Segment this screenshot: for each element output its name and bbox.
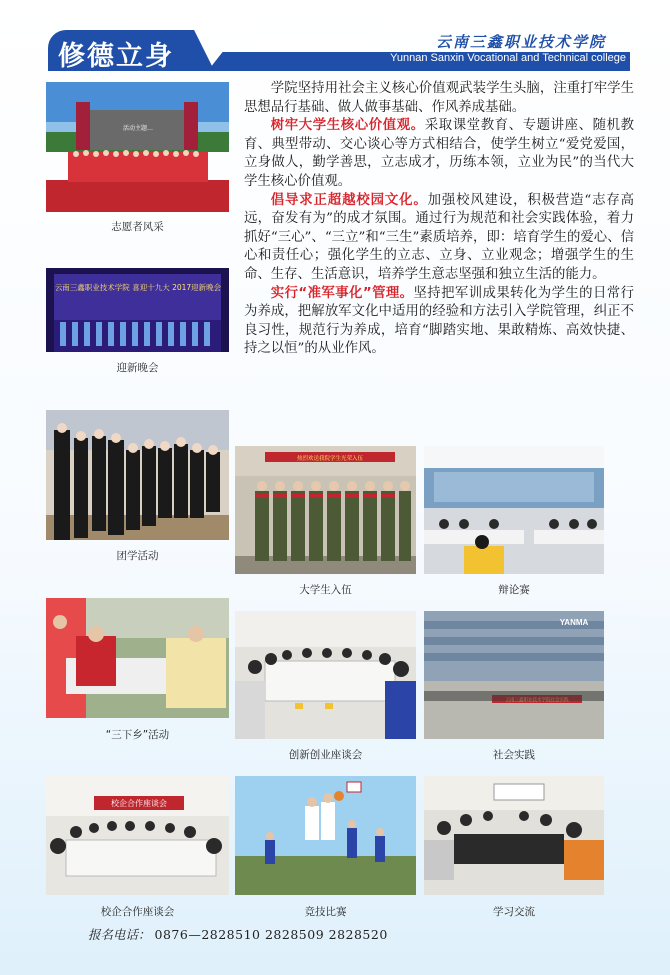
three-rural-photo: [46, 598, 229, 718]
military-caption: 大学生入伍: [299, 584, 352, 596]
debate-photo: [424, 446, 604, 574]
three-rural-caption: “三下乡”活动: [105, 729, 170, 741]
section-3-body: 坚持把军训成果转化为学生的日常行为养成，把解放军文化中适用的经验和方法引入学院管理，纠正不良习性，规范行为养成，培育“脚踏实地、果敢精炼、高效快捷、持之以恒”的从业作风。: [244, 285, 634, 357]
school-name-en: Yunnan Sanxin Vocational and Technical college: [390, 52, 626, 64]
debate-caption: 辩论赛: [498, 584, 530, 596]
entrepreneur-caption: 创新创业座谈会: [288, 749, 363, 761]
study-caption: 学习交流: [493, 906, 535, 918]
article-text: [244, 80, 634, 359]
section-2-heading: 倡导求正超越校园文化。: [270, 192, 428, 208]
section-3-heading: 实行“准军事化”管理。: [270, 285, 414, 301]
article-section-1: [244, 117, 634, 191]
enrollment-phone: [88, 925, 388, 943]
sports-caption: 竞技比赛: [304, 906, 347, 918]
welcome-party-photo: [46, 268, 229, 352]
social-practice-photo: [424, 611, 604, 739]
welcome-party-caption: 迎新晚会: [116, 362, 159, 374]
volunteer-banner-text: 活动主题…: [122, 125, 154, 132]
school-name-cn: 云南三鑫职业技术学院: [435, 33, 606, 51]
military-banner-text: 热烈欢送我院学生光荣入伍: [296, 456, 364, 462]
volunteer-caption: 志愿者风采: [111, 221, 164, 233]
cooperation-photo: [46, 776, 229, 895]
article-section-3: [244, 285, 634, 359]
entrepreneur-photo: [235, 611, 416, 739]
cooperation-caption: 校企合作座谈会: [100, 906, 175, 918]
cooperation-wall-text: 校企合作座谈会: [111, 799, 167, 808]
section-1-body: 采取课堂教育、专题讲座、随机教育、典型带动、交心谈心等方式相结合，使学生树立“爱党爱国，立身做人，勤学善思，立志成才，历练本领，立业为民”的当代大学生核心价值观。: [244, 118, 635, 189]
military-photo: [235, 446, 416, 574]
sports-photo: [235, 776, 416, 895]
group-activity-caption: 团学活动: [116, 550, 159, 562]
welcome-banner-text: 云南三鑫职业技术学院 喜迎十九大 2017迎新晚会: [54, 283, 222, 292]
study-photo: [424, 776, 604, 895]
article-intro: 学院坚持用社会主义核心价值观武装学生头脑，注重打牢学生思想品行基础、做人做事基础、作风养成基础。: [244, 81, 634, 115]
section-1-heading: 树牢大学生核心价值观。: [270, 118, 425, 134]
group-activity-photo: [46, 410, 229, 540]
article-section-2: [244, 192, 634, 285]
social-practice-caption: 社会实践: [493, 749, 535, 761]
building-sign-text: YANMA: [559, 618, 589, 627]
phone-numbers: 0876—2828510 2828509 2828520: [154, 927, 388, 942]
page-header: [0, 30, 670, 74]
section-2-body: 加强校风建设，积极营造“志存高远，奋发有为”的成才氛围。通过行为规范和社会实践体验，着力抓好“三心”、“三立”和“三生”素质培养，即：培育学生的爱心、信心和责任心；强化学生的立志、立身、立业观念；增强学生的生命、生存、生活意识，培养学生意志坚强和独立生活的能力。: [244, 192, 634, 282]
section-title: 修德立身: [58, 41, 174, 72]
volunteer-photo: [46, 82, 229, 212]
phone-label: 报名电话：: [88, 927, 151, 942]
